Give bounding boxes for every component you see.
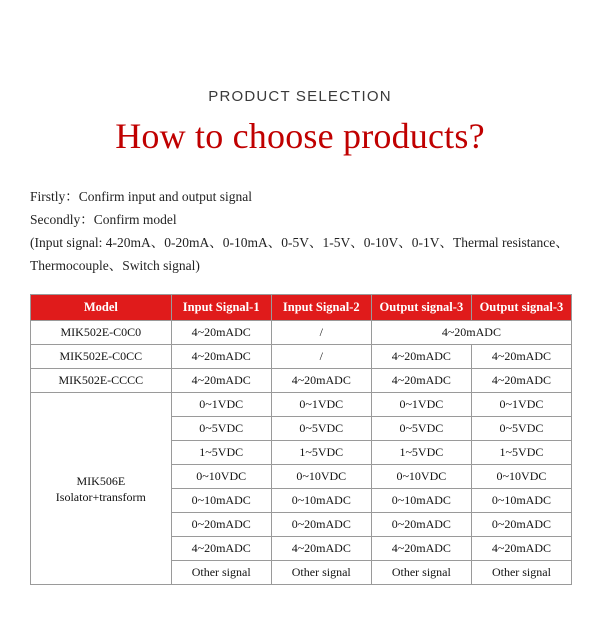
cell-input-2: 4~20mADC [271, 537, 371, 561]
intro-line-3: (Input signal: 4-20mA、0-20mA、0-10mA、0-5V、1-5V、0-10V、0-1V、Thermal resistance、 [30, 235, 569, 250]
cell-output-3b: 1~5VDC [471, 441, 571, 465]
cell-output-3a: 1~5VDC [371, 441, 471, 465]
table-body [31, 321, 572, 585]
cell-input-1: 0~10VDC [171, 465, 271, 489]
group-model-name: MIK506E [76, 473, 126, 488]
cell-input-2: 0~10mADC [271, 489, 371, 513]
cell-output-3b: 0~1VDC [471, 393, 571, 417]
cell-input-1: 0~1VDC [171, 393, 271, 417]
table-row [31, 345, 572, 369]
intro-line-1: Firstly：Confirm input and output signal [30, 189, 252, 204]
cell-output-3b: 0~10mADC [471, 489, 571, 513]
cell-input-1: 4~20mADC [171, 537, 271, 561]
cell-input-2: / [271, 321, 371, 345]
cell-input-2: 1~5VDC [271, 441, 371, 465]
footer-spacer [0, 585, 600, 625]
cell-input-2: Other signal [271, 561, 371, 585]
cell-output-3a: 0~10VDC [371, 465, 471, 489]
cell-output-3b: 0~10VDC [471, 465, 571, 489]
page-eyebrow: PRODUCT SELECTION [208, 88, 392, 105]
col-header-input-2: Input Signal-2 [271, 295, 371, 321]
intro-line-4: Thermocouple、Switch signal) [30, 258, 200, 273]
cell-output-3a: 0~20mADC [371, 513, 471, 537]
cell-input-1: 4~20mADC [171, 369, 271, 393]
cell-model-group [31, 393, 172, 585]
cell-model: MIK502E-CCCC [31, 369, 172, 393]
cell-input-1: 0~5VDC [171, 417, 271, 441]
cell-output-3b: 4~20mADC [471, 537, 571, 561]
cell-input-2: 0~5VDC [271, 417, 371, 441]
page-title: How to choose products? [115, 116, 485, 156]
intro-text [0, 187, 600, 276]
cell-model: MIK502E-C0C0 [31, 321, 172, 345]
cell-output-3a: 0~5VDC [371, 417, 471, 441]
cell-output-3a: 0~1VDC [371, 393, 471, 417]
cell-input-2: 4~20mADC [271, 369, 371, 393]
cell-output-3a: 4~20mADC [371, 369, 471, 393]
cell-output-3b: 0~5VDC [471, 417, 571, 441]
cell-input-1: 0~20mADC [171, 513, 271, 537]
cell-model: MIK502E-C0CC [31, 345, 172, 369]
cell-input-1: 1~5VDC [171, 441, 271, 465]
col-header-input-1: Input Signal-1 [171, 295, 271, 321]
group-model-subtitle: Isolator+transform [55, 489, 146, 504]
cell-input-1: 0~10mADC [171, 489, 271, 513]
table-row [31, 321, 572, 345]
table-row [31, 369, 572, 393]
cell-output-3a: 0~10mADC [371, 489, 471, 513]
cell-output-3a: 4~20mADC [371, 537, 471, 561]
cell-input-1: Other signal [171, 561, 271, 585]
cell-input-1: 4~20mADC [171, 321, 271, 345]
cell-output-3a: 4~20mADC [371, 345, 471, 369]
selection-table-wrapper [0, 294, 600, 585]
cell-output-3b: 4~20mADC [471, 345, 571, 369]
col-header-output-3b: Output signal-3 [471, 295, 571, 321]
table-head [31, 295, 572, 321]
cell-input-2: 0~1VDC [271, 393, 371, 417]
cell-output-3b: 0~20mADC [471, 513, 571, 537]
cell-input-1: 4~20mADC [171, 345, 271, 369]
cell-output-3b: Other signal [471, 561, 571, 585]
cell-input-2: 0~10VDC [271, 465, 371, 489]
col-header-output-3a: Output signal-3 [371, 295, 471, 321]
intro-line-2: Secondly：Confirm model [30, 212, 177, 227]
selection-table [30, 294, 572, 585]
cell-output-3b: 4~20mADC [471, 369, 571, 393]
cell-input-2: 0~20mADC [271, 513, 371, 537]
cell-input-2: / [271, 345, 371, 369]
col-header-model: Model [31, 295, 172, 321]
table-row [31, 393, 572, 417]
table-header-row [31, 295, 572, 321]
cell-output-3a: Other signal [371, 561, 471, 585]
cell-output-merged: 4~20mADC [371, 321, 571, 345]
